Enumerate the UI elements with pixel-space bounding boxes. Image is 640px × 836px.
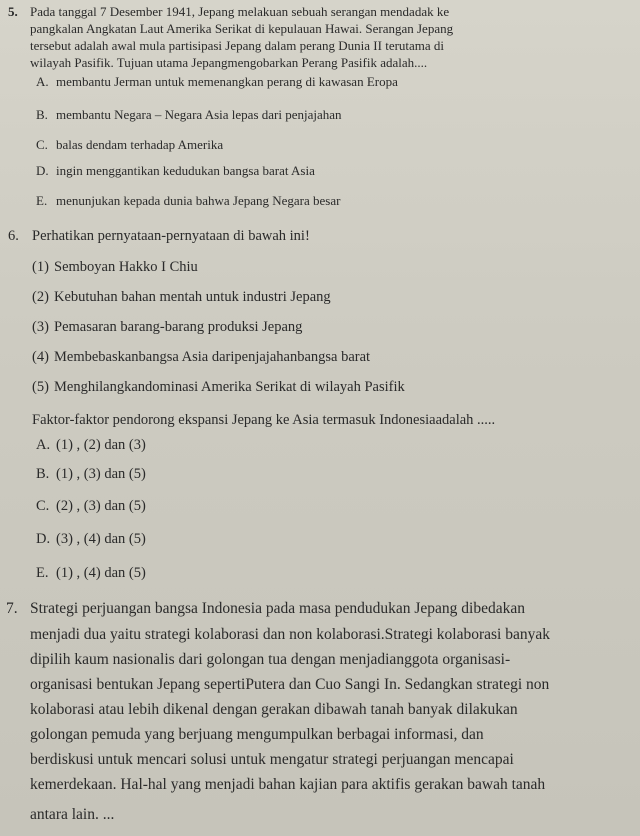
question-5-line: pangkalan Angkatan Laut Amerika Serikat di kepulauan Hawai. Serangan Jepang: [30, 21, 454, 36]
option-text: (3) , (4) dan (5): [56, 531, 146, 547]
question-7-line: antara lain. ...: [30, 806, 115, 823]
statement-item: [32, 319, 302, 336]
question-7-line: menjadi dua yaitu strategi kolaborasi dan non kolaborasi.Strategi kolaborasi banyak: [30, 626, 550, 643]
option-letter: D.: [36, 531, 51, 547]
option-letter: A.: [36, 437, 51, 453]
option-text: balas dendam terhadap Amerika: [56, 137, 224, 152]
question-5-line: wilayah Pasifik. Tujuan utama Jepangmengobarkan Perang Pasifik adalah....: [30, 55, 428, 70]
statement-number: (5): [32, 379, 49, 395]
question-7-line: kolaborasi atau lebih dikenal dengan gerakan dibawah tanah banyak dilakukan: [30, 701, 518, 718]
question-7-line: organisasi bentukan Jepang sepertiPutera dan Cuo Sangi In. Sedangkan strategi non: [30, 676, 550, 693]
option-text: (1) , (2) dan (3): [56, 437, 146, 453]
question-6-option-d[interactable]: [36, 531, 146, 548]
question-5-option-e[interactable]: [36, 193, 340, 208]
option-letter: C.: [36, 137, 48, 152]
option-letter: B.: [36, 107, 48, 122]
question-5-option-c[interactable]: [36, 137, 223, 152]
question-7-line: berdiskusi untuk mencari solusi untuk mengatur strategi perjuangan mencapai: [30, 751, 514, 768]
statement-text: Semboyan Hakko I Chiu: [54, 259, 198, 275]
question-7-number: 7.: [6, 600, 18, 617]
question-6-prompt: Perhatikan pernyataan-pernyataan di bawah ini!: [32, 228, 310, 244]
question-7-line: Strategi perjuangan bangsa Indonesia pada masa pendudukan Jepang dibedakan: [30, 600, 525, 617]
option-text: (2) , (3) dan (5): [56, 498, 146, 514]
statement-item: [32, 259, 198, 276]
statement-item: [32, 349, 370, 366]
question-5-number: 5.: [8, 4, 18, 19]
statement-text: Pemasaran barang-barang produksi Jepang: [54, 319, 303, 335]
statement-text: Membebaskanbangsa Asia daripenjajahanbangsa barat: [54, 349, 371, 365]
statement-item: [32, 379, 405, 396]
option-text: ingin menggantikan kedudukan bangsa barat Asia: [56, 163, 315, 178]
option-letter: C.: [36, 498, 50, 514]
statement-number: (1): [32, 259, 49, 275]
question-6-option-c[interactable]: [36, 498, 146, 515]
statement-text: Menghilangkandominasi Amerika Serikat di wilayah Pasifik: [54, 379, 405, 395]
option-letter: D.: [36, 163, 49, 178]
question-7-line: dipilih kaum nasionalis dari golongan tua dengan menjadianggota organisasi-: [30, 651, 511, 668]
question-5-option-d[interactable]: [36, 163, 315, 178]
question-6-number: 6.: [8, 228, 19, 244]
statement-number: (2): [32, 289, 49, 305]
option-text: (1) , (4) dan (5): [56, 565, 146, 581]
question-5-line: tersebut adalah awal mula partisipasi Jepang dalam perang Dunia II terutama di: [30, 38, 445, 53]
option-text: menunjukan kepada dunia bahwa Jepang Negara besar: [56, 193, 341, 208]
option-letter: E.: [36, 565, 49, 581]
statement-item: [32, 289, 331, 306]
question-6-option-a[interactable]: [36, 437, 146, 454]
option-text: (1) , (3) dan (5): [56, 466, 146, 482]
question-5-option-b[interactable]: [36, 107, 342, 122]
question-5-line: Pada tanggal 7 Desember 1941, Jepang melakuan sebuah serangan mendadak ke: [30, 4, 450, 19]
question-7-line: golongan pemuda yang berjuang mengumpulkan berbagai informasi, dan: [30, 726, 484, 743]
statement-number: (3): [32, 319, 49, 335]
statement-text: Kebutuhan bahan mentah untuk industri Jepang: [54, 289, 331, 305]
option-letter: B.: [36, 466, 50, 482]
option-letter: E.: [36, 193, 48, 208]
statement-number: (4): [32, 349, 49, 365]
question-6-question: Faktor-faktor pendorong ekspansi Jepang ke Asia termasuk Indonesiaadalah .....: [32, 412, 496, 428]
question-6-option-e[interactable]: [36, 565, 146, 582]
option-letter: A.: [36, 74, 49, 89]
question-7-line: kemerdekaan. Hal-hal yang menjadi bahan kajian para aktifis gerakan bawah tanah: [30, 776, 546, 793]
question-5-option-a[interactable]: [36, 74, 398, 89]
option-text: membantu Negara – Negara Asia lepas dari penjajahan: [56, 107, 342, 122]
question-6-option-b[interactable]: [36, 466, 146, 483]
option-text: membantu Jerman untuk memenangkan perang di kawasan Eropa: [56, 74, 398, 89]
